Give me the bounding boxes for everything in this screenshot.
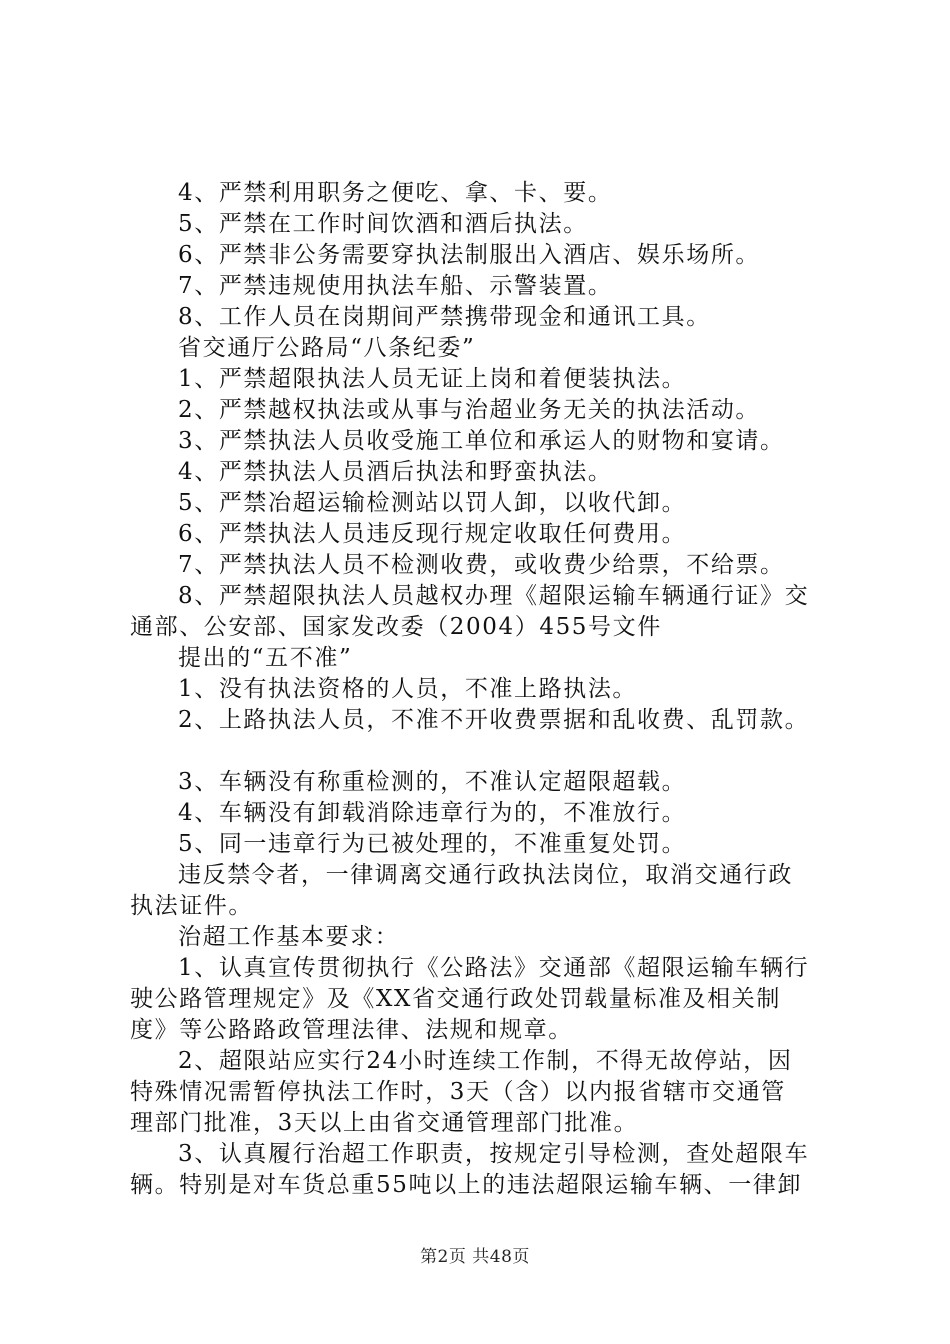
text-line: 5、严禁在工作时间饮酒和酒后执法。 — [178, 211, 588, 237]
text-line: 6、严禁非公务需要穿执法制服出入酒店、娱乐场所。 — [178, 242, 761, 268]
text-line: 通部、公安部、国家发改委（2004）455号文件 — [130, 614, 662, 640]
text-line: 执法证件。 — [130, 893, 253, 919]
text-line: 4、车辆没有卸载消除违章行为的，不准放行。 — [178, 800, 687, 826]
text-line: 度》等公路路政管理法律、法规和规章。 — [130, 1017, 573, 1043]
text-line: 1、认真宣传贯彻执行《公路法》交通部《超限运输车辆行 — [178, 955, 810, 981]
text-line: 1、没有执法资格的人员，不准上路执法。 — [178, 676, 638, 702]
text-line: 3、严禁执法人员收受施工单位和承运人的财物和宴请。 — [178, 428, 785, 454]
text-line: 2、严禁越权执法或从事与治超业务无关的执法活动。 — [178, 397, 761, 423]
text-line: 8、严禁超限执法人员越权办理《超限运输车辆通行证》交 — [178, 583, 810, 609]
text-line: 6、严禁执法人员违反现行规定收取任何费用。 — [178, 521, 687, 547]
text-line: 4、严禁利用职务之便吃、拿、卡、要。 — [178, 180, 613, 206]
text-line: 4、严禁执法人员酒后执法和野蛮执法。 — [178, 459, 613, 485]
text-line: 5、同一违章行为已被处理的，不准重复处罚。 — [178, 831, 687, 857]
text-line: 特殊情况需暂停执法工作时，3天（含）以内报省辖市交通管 — [130, 1079, 786, 1105]
section-heading: 治超工作基本要求： — [178, 924, 400, 950]
page-number-footer: 第2页 共48页 — [420, 1247, 530, 1267]
text-line: 3、认真履行治超工作职责，按规定引导检测，查处超限车 — [178, 1141, 810, 1167]
text-line: 1、严禁超限执法人员无证上岗和着便装执法。 — [178, 366, 687, 392]
text-line: 违反禁令者，一律调离交通行政执法岗位，取消交通行政 — [178, 862, 793, 888]
text-line: 7、严禁执法人员不检测收费，或收费少给票，不给票。 — [178, 552, 785, 578]
section-heading: 省交通厅公路局“八条纪委” — [178, 335, 476, 361]
text-line: 驶公路管理规定》及《XX省交通行政处罚载量标准及相关制 — [130, 986, 781, 1012]
text-line: 2、超限站应实行24小时连续工作制，不得无故停站，因 — [178, 1048, 793, 1074]
text-line: 3、车辆没有称重检测的，不准认定超限超载。 — [178, 769, 687, 795]
text-line: 5、严禁冶超运输检测站以罚人卸，以收代卸。 — [178, 490, 687, 516]
section-heading: 提出的“五不准” — [178, 645, 353, 671]
text-line: 辆。特别是对车货总重55吨以上的违法超限运输车辆、一律卸 — [130, 1172, 803, 1198]
text-line: 2、上路执法人员，不准不开收费票据和乱收费、乱罚款。 — [178, 707, 810, 733]
text-line: 8、工作人员在岗期间严禁携带现金和通讯工具。 — [178, 304, 711, 330]
text-line: 理部门批准，3天以上由省交通管理部门批准。 — [130, 1110, 639, 1136]
text-line: 7、严禁违规使用执法车船、示警装置。 — [178, 273, 613, 299]
